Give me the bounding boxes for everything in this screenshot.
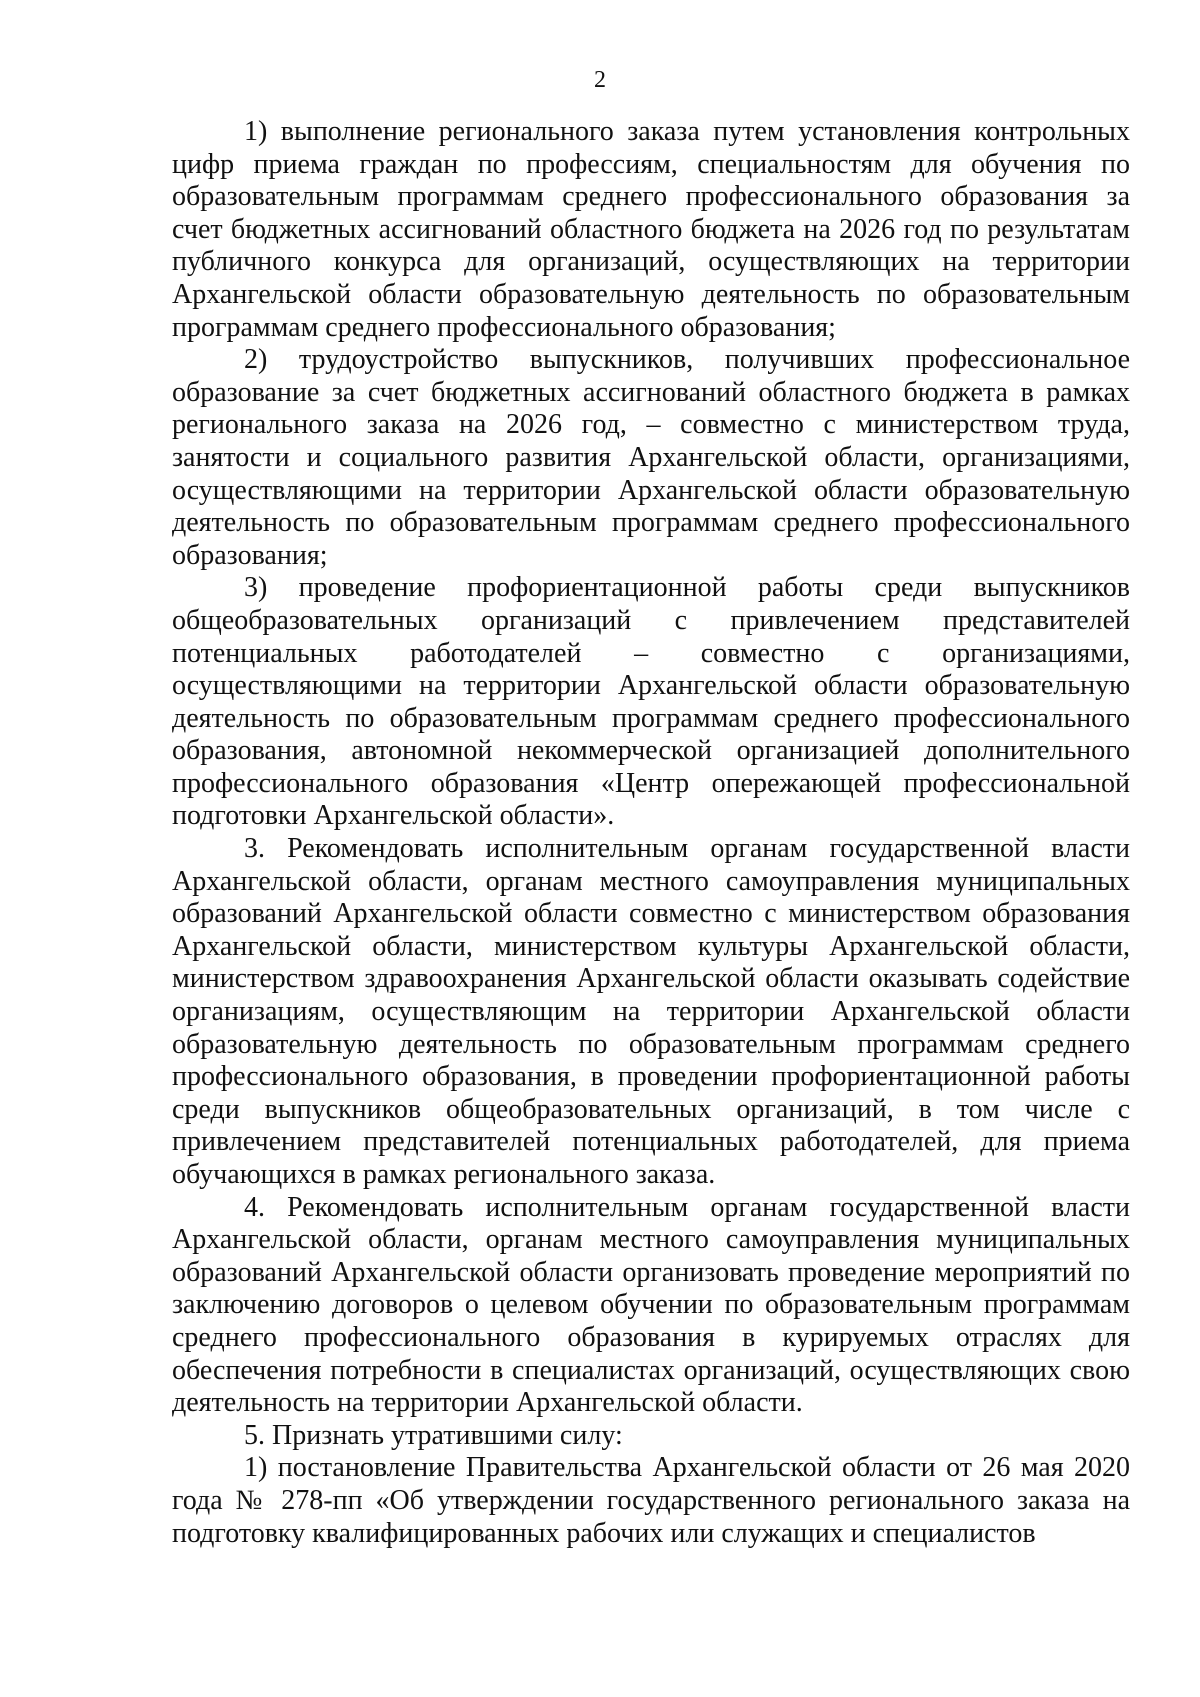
paragraph-item-1-contract-figures: 1) выполнение регионального заказа путем установления контрольных цифр приема граждан по профессиям, специальностям для обучения по образовательным программам среднего профессионального образования за счет бюджетных ассигнований областного бюджета на 2026 год по результатам публичного конкурса для организаций, осуществляющих на территории Архангельской области образовательную деятельность по образовательным программам среднего профессионального образования; (172, 116, 1130, 343)
paragraph-repeal-item-1: 1) постановление Правительства Архангельской области от 26 мая 2020 года № 278-пп «Об утверждении государственного регионального заказа на подготовку квалифицированных рабочих или служащих и специалистов (172, 1452, 1130, 1549)
paragraph-clause-3-recommendation: 3. Рекомендовать исполнительным органам государственной власти Архангельской области, органам местного самоуправления муниципальных образований Архангельской области совместно с министерством образования Архангельской области, министерством культуры Архангельской области, министерством здравоохранения Архангельской области оказывать содействие организациям, осуществляющим на территории Архангельской области образовательную деятельность по образовательным программам среднего профессионального образования, в проведении профориентационной работы среди выпускников общеобразовательных организаций, в том числе с привлечением представителей потенциальных работодателей, для приема обучающихся в рамках регионального заказа. (172, 833, 1130, 1190)
paragraph-item-3-career-guidance: 3) проведение профориентационной работы среди выпускников общеобразовательных организаций с привлечением представителей потенциальных работодателей – совместно с организациями, осуществляющими на территории Архангельской области образовательную деятельность по образовательным программам среднего профессионального образования, автономной некоммерческой организацией дополнительного профессионального образования «Центр опережающей профессиональной подготовки Архангельской области». (172, 572, 1130, 832)
document-body (172, 116, 1130, 1550)
paragraph-clause-4-recommendation: 4. Рекомендовать исполнительным органам государственной власти Архангельской области, органам местного самоуправления муниципальных образований Архангельской области организовать проведение мероприятий по заключению договоров о целевом обучении по образовательным программам среднего профессионального образования в курируемых отраслях для обеспечения потребности в специалистах организаций, осуществляющих свою деятельность на территории Архангельской области. (172, 1191, 1130, 1419)
paragraph-item-2-employment: 2) трудоустройство выпускников, получивших профессиональное образование за счет бюджетных ассигнований областного бюджета в рамках регионального заказа на 2026 год, – совместно с министерством труда, занятости и социального развития Архангельской области, организациями, осуществляющими на территории Архангельской области образовательную деятельность по образовательным программам среднего профессионального образования; (172, 344, 1130, 571)
paragraph-clause-5-repeal: 5. Признать утратившими силу: (244, 1419, 623, 1451)
page-number: 2 (594, 67, 606, 93)
